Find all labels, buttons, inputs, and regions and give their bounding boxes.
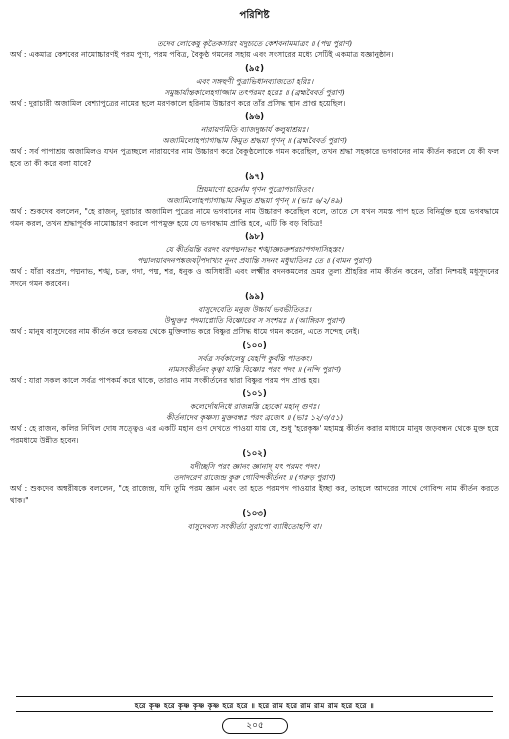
verse-number: (৯৮) [244, 232, 264, 242]
meaning-text: অর্থ : যাঁরা বরপ্রদ, পদ্মনাভ, শঙ্খ, চক্র, গদা, পদ্ম, শর, ধনুক ও অসিধারী এবং লক্ষ্মীর বদনকমলের ভ্রমর তুল্য শ্রীহরির নাম কীর্তন করেন, তাঁরা নিশ্চয়ই মধুসূদনের সদনে গমন করবেন। [10, 267, 499, 288]
verse-number: (৯৬) [244, 112, 265, 122]
verse-block [10, 63, 499, 110]
meaning-text: অর্থ : শুকদেব বললেন, "হে রাজন্, দুরাচার অজামিল পুত্রের নামে ভগবানের নাম উচ্চারণ করেছিল বলে, তাতে সে যখন সমস্ত পাপ হতে বিনির্মুক্ত হয়ে ভগবদ্ধামে গমন করল, তখন শ্রদ্ধাপূর্বক নামোচ্চারণ করলে পাপমুক্ত হয়ে যে ভগবদ্ধাম প্রাপ্তি হবে, এটি কি বড় বিচিত্র! [10, 207, 499, 228]
verse-number: (১০৩) [242, 509, 267, 519]
sanskrit-verse-line: নামসংকীর্তনং কৃত্বা যান্তি বিষ্ণোঃ পরং পদং ॥ (নন্দি পুরাণ) [168, 364, 341, 374]
sanskrit-verse-line: কলের্দোষনিধে রাজন্নস্তি হ্যেকো মহান্ গুণঃ। [189, 402, 320, 411]
verse-block [10, 38, 499, 61]
page-title: পরিশিষ্ট [239, 10, 270, 21]
page-body [10, 38, 499, 532]
verse-block [10, 340, 499, 387]
verse-block [10, 291, 499, 338]
verse-block [10, 231, 499, 289]
sanskrit-verse-line: তদেব লোকেষু কৃতৈকসারং যদুচ্যতে কেশবনামমাত্রং ॥ (পদ্ম পুরাণ) [156, 39, 353, 48]
sanskrit-verse-line: বাসুদেবস্য সংকীর্ত্যা সুরাপো ব্যাধিতোহপি বা। [187, 522, 322, 531]
sanskrit-verse-line: সমুচ্চার্যান্তকালেহগাজ্জাম তৎপরমং হরেঃ ॥ (ব্রহ্মবৈবর্ত পুরাণ) [164, 87, 345, 97]
verse-block [10, 508, 499, 532]
verse-number: (১০২) [242, 449, 267, 459]
sanskrit-verse-line: এবং সঙ্গহুণী পুত্রাভিধানব্যাজতো হরিঃ। [195, 76, 314, 86]
footer-rule-bottom [16, 711, 493, 712]
sanskrit-verse-line: ম্রিয়মাণো হরের্নাম গৃণন পুত্রোপচারিতং। [195, 185, 314, 194]
page-number: ২০৫ [222, 718, 288, 734]
meaning-text: অর্থ : দুরাচারী অজামিল বেশ্যাপুত্রের নামের ছলে মরণকালে হরিনাম উচ্চারণ করে তাঁর প্রসিদ্ধ স্থান প্রাপ্ত হয়েছিল। [10, 98, 346, 108]
verse-number: (৯৭) [244, 172, 265, 182]
sanskrit-verse-line: যদীচ্ছসি পরং জ্ঞানং জ্ঞানাদ্ যৎ পরমং পদং। [189, 462, 320, 471]
meaning-text: অর্থ : হে রাজন, কলির নিখিল দোষ সত্ত্বেও এর একটি মহান গুণ দেখতে পাওয়া যায় যে, শুধু 'হরেকৃষ্ণ' মহামন্ত্র কীর্তন করার মাধ্যমে মানুষ জড়বন্ধন থেকে মুক্ত হয়ে পরমধামে উন্নীত হবেন। [10, 424, 499, 445]
sanskrit-verse-line: অজামিলোহপ্যাগাদ্ধাম কিমুত শ্রদ্ধয়া গৃণন্ ॥ (ব্রহ্মবৈবর্ত পুরাণ) [162, 136, 347, 145]
meaning-text: অর্থ : শুকদেব অম্বরীষকে বললেন, "হে রাজেন্দ্র, যদি তুমি পরম জ্ঞান এবং তা হতে পরমপদ পাওয়ার ইচ্ছা কর, তাহলে আদরের সাথে গোবিন্দ নাম কীর্তন করতে থাক।" [10, 484, 499, 505]
meaning-text: অর্থ : সর্ব পাপাশ্রয় অজামিলও যখন পুত্রচ্ছলে নারায়ণের নাম উচ্চারণ করে বৈকুণ্ঠলোকে গমন করেছিল, তখন শ্রদ্ধা সহকারে ভগবানের নাম কীর্তন করলে যে কী ফল হবে তা কী করে বলা যাবে? [10, 147, 499, 168]
sanskrit-verse-line: অজামিলোহপ্যাগাদ্ধাম কিমুত শ্রদ্ধয়া গৃণন্ ॥ (ভাঃ ৬/২/৪৯) [166, 196, 343, 205]
footer-mantra: হরে কৃষ্ণ হরে কৃষ্ণ কৃষ্ণ কৃষ্ণ হরে হরে ॥ হরে রাম হরে রাম রাম রাম হরে হরে ॥ [134, 702, 375, 710]
verse-number: (৯৯) [244, 292, 264, 302]
sanskrit-verse-line: তদাদরেণ রাজেন্দ্র কুরু গোবিন্দকীর্তনং ॥ (গরুড় পুরাণ) [173, 473, 336, 482]
meaning-text: অর্থ : যারা সকল কালে সর্বত্র পাপকর্ম করে থাকে, তারাও নাম সংকীর্তনের দ্বারা বিষ্ণুর পরম পদ প্রাপ্ত হয়। [10, 375, 320, 385]
sanskrit-verse-line: যে কীর্তয়ন্তি বরদং বরপদ্মনাভং শঙ্খাজ্ঞচক্রশরচাপগদাসিহস্তং। [165, 245, 344, 254]
meaning-text: অর্থ : মানুষ বাসুদেবের নাম কীর্তন করে ভবভয় থেকে মুক্তিলাভ করে বিষ্ণুর প্রসিদ্ধ ধামে গমন করেন, এতে সন্দেহ নেই। [10, 327, 360, 336]
sanskrit-verse-line: উন্মুক্তঃ পদমাপ্নোতি বিষ্ণোরেব স সংশয়ঃ ॥ (আঙ্গিরস পুরাণ) [163, 316, 346, 325]
verse-number: (১০০) [242, 340, 267, 351]
verse-block [10, 171, 499, 229]
verse-number: (১০১) [242, 389, 267, 399]
verse-number: (৯৫) [244, 63, 264, 74]
sanskrit-verse-line: পদ্মালয়াবদনপঙ্কজষট্‌পদাখ্যং নূনং প্রযান্তি সদনং মধুঘাতিনঃ তে ॥ (বামন পুরাণ) [137, 256, 372, 265]
sanskrit-verse-line: সর্বত্র সর্বকালেষু যেহপি কুর্বন্তি পাতকং। [197, 353, 312, 363]
meaning-text: অর্থ : একমাত্র কেশবের নামোচ্চারণই পরম পুণ্য, পরম পবিত্র, বৈকুণ্ঠ গমনের সহায় এবং সংসারের মধ্যে সেটিই একমাত্র যজ্ঞানুষ্ঠান। [10, 50, 394, 59]
verse-block [10, 111, 499, 169]
verse-block [10, 388, 499, 446]
sanskrit-verse-line: নারায়ণমিতি ব্যাজদুচ্চার্য কলুষাশ্রয়ঃ। [200, 125, 309, 134]
verse-block [10, 448, 499, 506]
sanskrit-verse-line: কীর্তনাদেব কৃষ্ণস্য মুক্তবন্ধঃ পরং ব্রজেৎ ॥ (ভাঃ ১২/৩/৫১) [166, 413, 343, 422]
sanskrit-verse-line: বাসুদেবেতি মনুজ উচ্চার্য ভবভীতিতঃ। [197, 305, 312, 314]
footer-rule-top [16, 696, 493, 697]
